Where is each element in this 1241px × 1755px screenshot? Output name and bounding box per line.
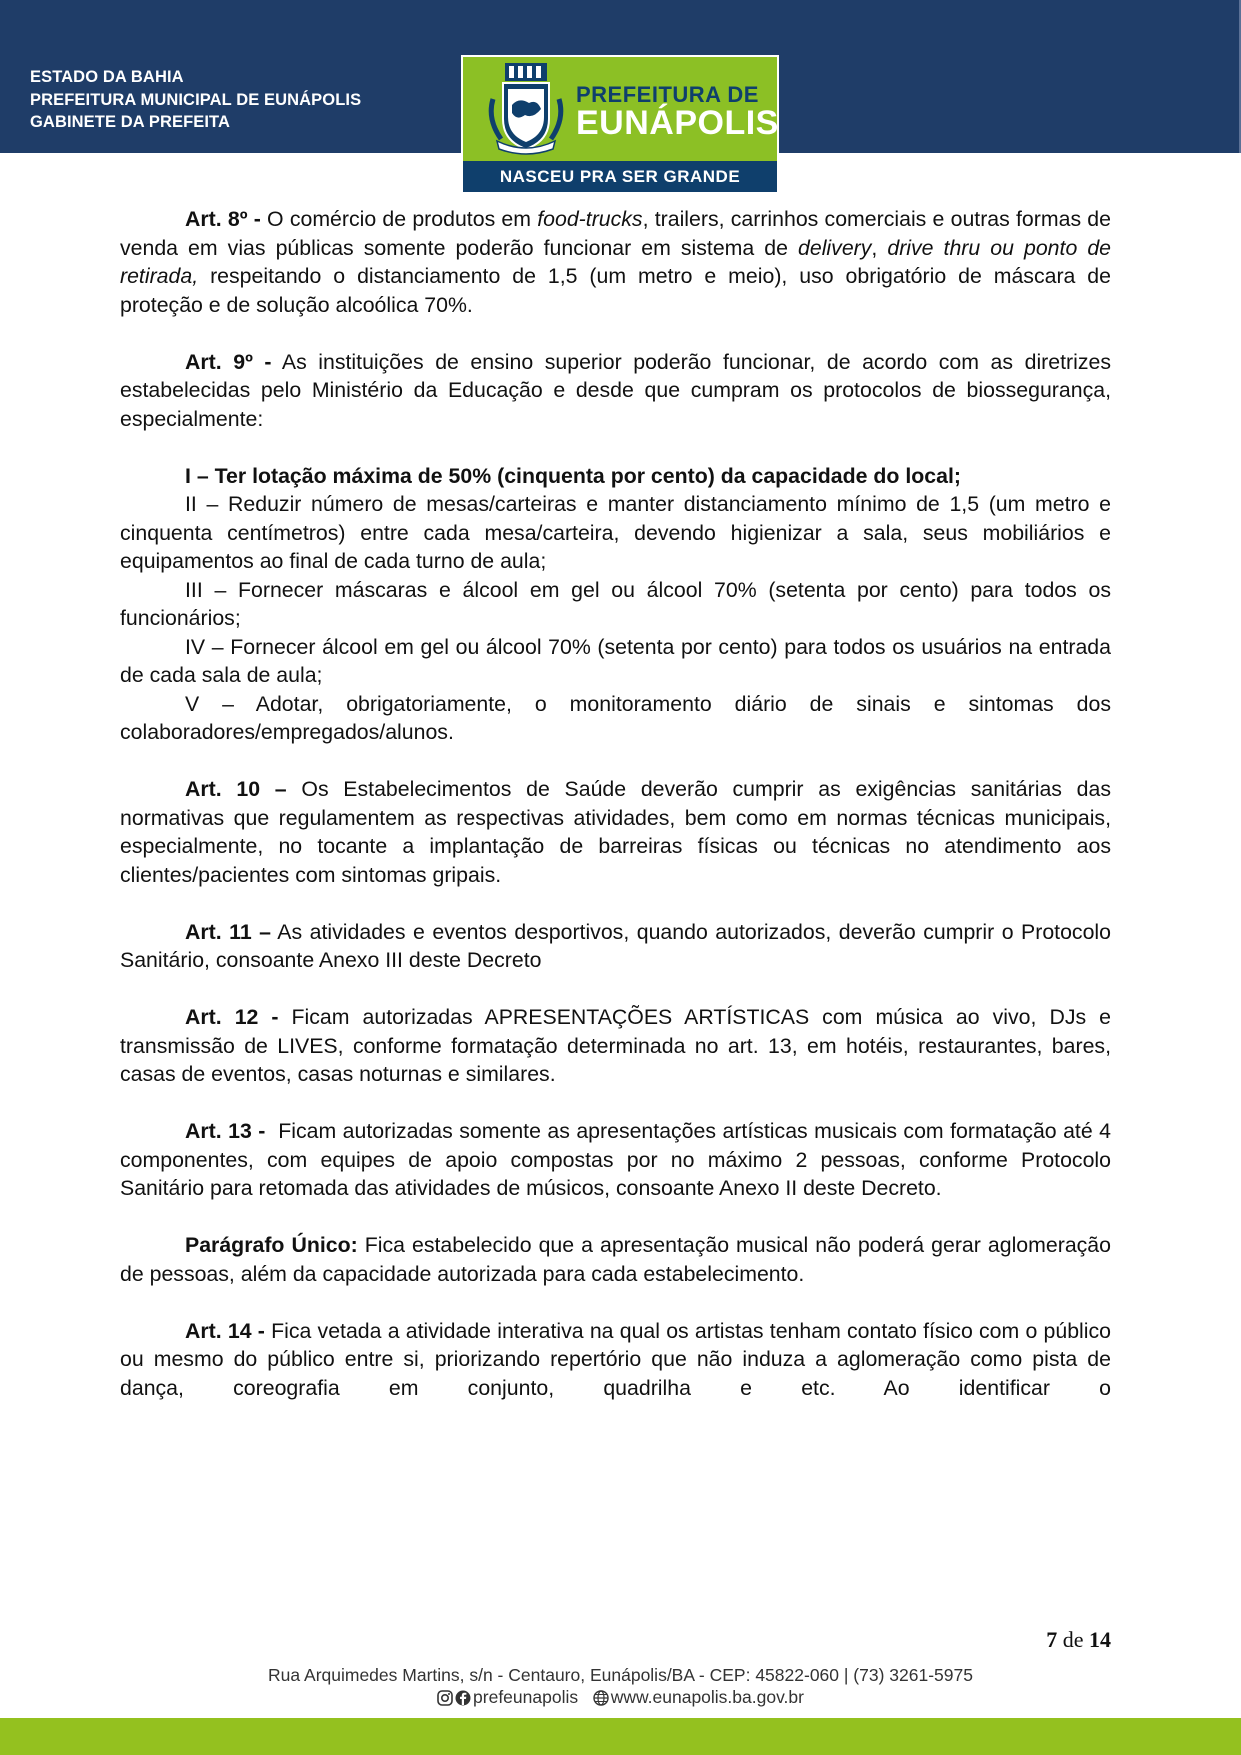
- article-9-item-iii: III – Fornecer máscaras e álcool em gel ou álcool 70% (setenta por cento) para todos os funcionários;: [120, 577, 1111, 630]
- page-current: 7: [1046, 1627, 1058, 1652]
- article-label: Art. 13 -: [185, 1119, 266, 1143]
- header-municipality: PREFEITURA MUNICIPAL DE EUNÁPOLIS: [30, 90, 362, 109]
- article-11: Art. 11 – As atividades e eventos desportivos, quando autorizados, deverão cumprir o Protocolo Sanitário, consoante Anexo III deste Decreto: [120, 919, 1111, 972]
- article-8: Art. 8º - O comércio de produtos em food-trucks, trailers, carrinhos comerciais e outras formas de venda em vias públicas somente poderão funcionar em sistema de delivery, drive thru ou ponto de retirada, respeitando o distanciamento de 1,5 (um metro e meio), uso obrigatório de máscara de proteção e de solução alcoólica 70%.: [120, 207, 1112, 317]
- prefeitura-logo: [461, 55, 779, 194]
- page-number: [1046, 1627, 1111, 1653]
- article-10: Art. 10 – Os Estabelecimentos de Saúde deverão cumprir as exigências sanitárias das normativas que regulamentem as respectivas atividades, bem como em normas técnicas municipais, especialmente, no tocante a implantação de barreiras físicas ou técnicas no atendimento aos clientes/pacientes com sintomas gripais.: [120, 777, 1111, 887]
- logo-title-line2: EUNÁPOLIS: [576, 104, 779, 142]
- article-9-item-ii: II – Reduzir número de mesas/carteiras e manter distanciamento mínimo de 1,5 (um metro e cinquenta centímetros) entre cada mesa/carteira, devendo higienizar a sala, seus mobiliários e equipamentos ao final de cada turno de aula;: [120, 492, 1111, 573]
- footer-band: [0, 1718, 1241, 1755]
- article-label: Art. 11 –: [185, 919, 271, 944]
- article-label: Art. 12 -: [185, 1005, 279, 1029]
- globe-icon: [593, 1690, 609, 1706]
- article-14: Art. 14 - Fica vetada a atividade interativa na qual os artistas tenham contato físico com o público ou mesmo do público entre si, priorizando repertório que não induza a aglomeração como pista de dança, coreografia em conjunto, quadrilha e etc. Ao identificar o: [120, 1318, 1111, 1400]
- page-total: 14: [1089, 1627, 1111, 1652]
- header-institution: [30, 66, 361, 134]
- paragrafo-unico: Parágrafo Único: Fica estabelecido que a apresentação musical não poderá gerar aglomeração de pessoas, além da capacidade autorizada para cada estabelecimento.: [120, 1233, 1112, 1286]
- article-label: Parágrafo Único:: [185, 1233, 358, 1257]
- header-state: ESTADO DA BAHIA: [30, 68, 184, 86]
- logo-green-panel: [463, 57, 777, 161]
- article-9: Art. 9º - As instituições de ensino superior poderão funcionar, de acordo com as diretrizes estabelecidas pelo Ministério da Educação e desde que cumpram os protocolos de biossegurança, especialmente:: [120, 349, 1111, 431]
- article-label: Art. 8º -: [185, 207, 261, 231]
- article-13: Art. 13 - Ficam autorizadas somente as apresentações artísticas musicais com formatação até 4 componentes, com equipes de apoio compostas por no máximo 2 pessoas, conforme Protocolo Sanitário para retomada das atividades de músicos, consoante Anexo II deste Decreto.: [120, 1119, 1117, 1200]
- logo-slogan: NASCEU PRA SER GRANDE: [463, 161, 777, 192]
- article-12: Art. 12 - Ficam autorizadas APRESENTAÇÕES ARTÍSTICAS com música ao vivo, DJs e transmissão de LIVES, conforme formatação determinada no art. 13, em hotéis, restaurantes, bares, casas de eventos, casas noturnas e similares.: [120, 1005, 1112, 1086]
- article-label: Art. 14 -: [185, 1318, 265, 1343]
- instagram-icon: [437, 1690, 453, 1706]
- social-handle[interactable]: prefeunapolis: [473, 1687, 579, 1707]
- header-office: GABINETE DA PREFEITA: [30, 113, 231, 131]
- article-9-item-iv: IV – Fornecer álcool em gel ou álcool 70% (setenta por cento) para todos os usuários na entrada de cada sala de aula;: [120, 634, 1111, 687]
- footer-address: Rua Arquimedes Martins, s/n - Centauro, Eunápolis/BA - CEP: 45822-060 | (73) 3261-5975: [268, 1665, 973, 1685]
- logo-title-line1: PREFEITURA DE: [576, 82, 759, 107]
- document-body: [120, 205, 1117, 1402]
- article-9-item-i: I – Ter lotação máxima de 50% (cinquenta por cento) da capacidade do local;: [185, 463, 961, 488]
- website-link[interactable]: www.eunapolis.ba.gov.br: [610, 1687, 804, 1707]
- article-9-item-v: V – Adotar, obrigatoriamente, o monitoramento diário de sinais e sintomas dos colaboradores/empregados/alunos.: [120, 691, 1111, 744]
- coat-of-arms-icon: [479, 59, 573, 159]
- facebook-icon: [455, 1690, 471, 1706]
- footer-social: [0, 1686, 1241, 1708]
- article-label: Art. 9º -: [185, 349, 272, 374]
- page-separator: de: [1062, 1627, 1084, 1652]
- article-label: Art. 10 –: [185, 777, 287, 801]
